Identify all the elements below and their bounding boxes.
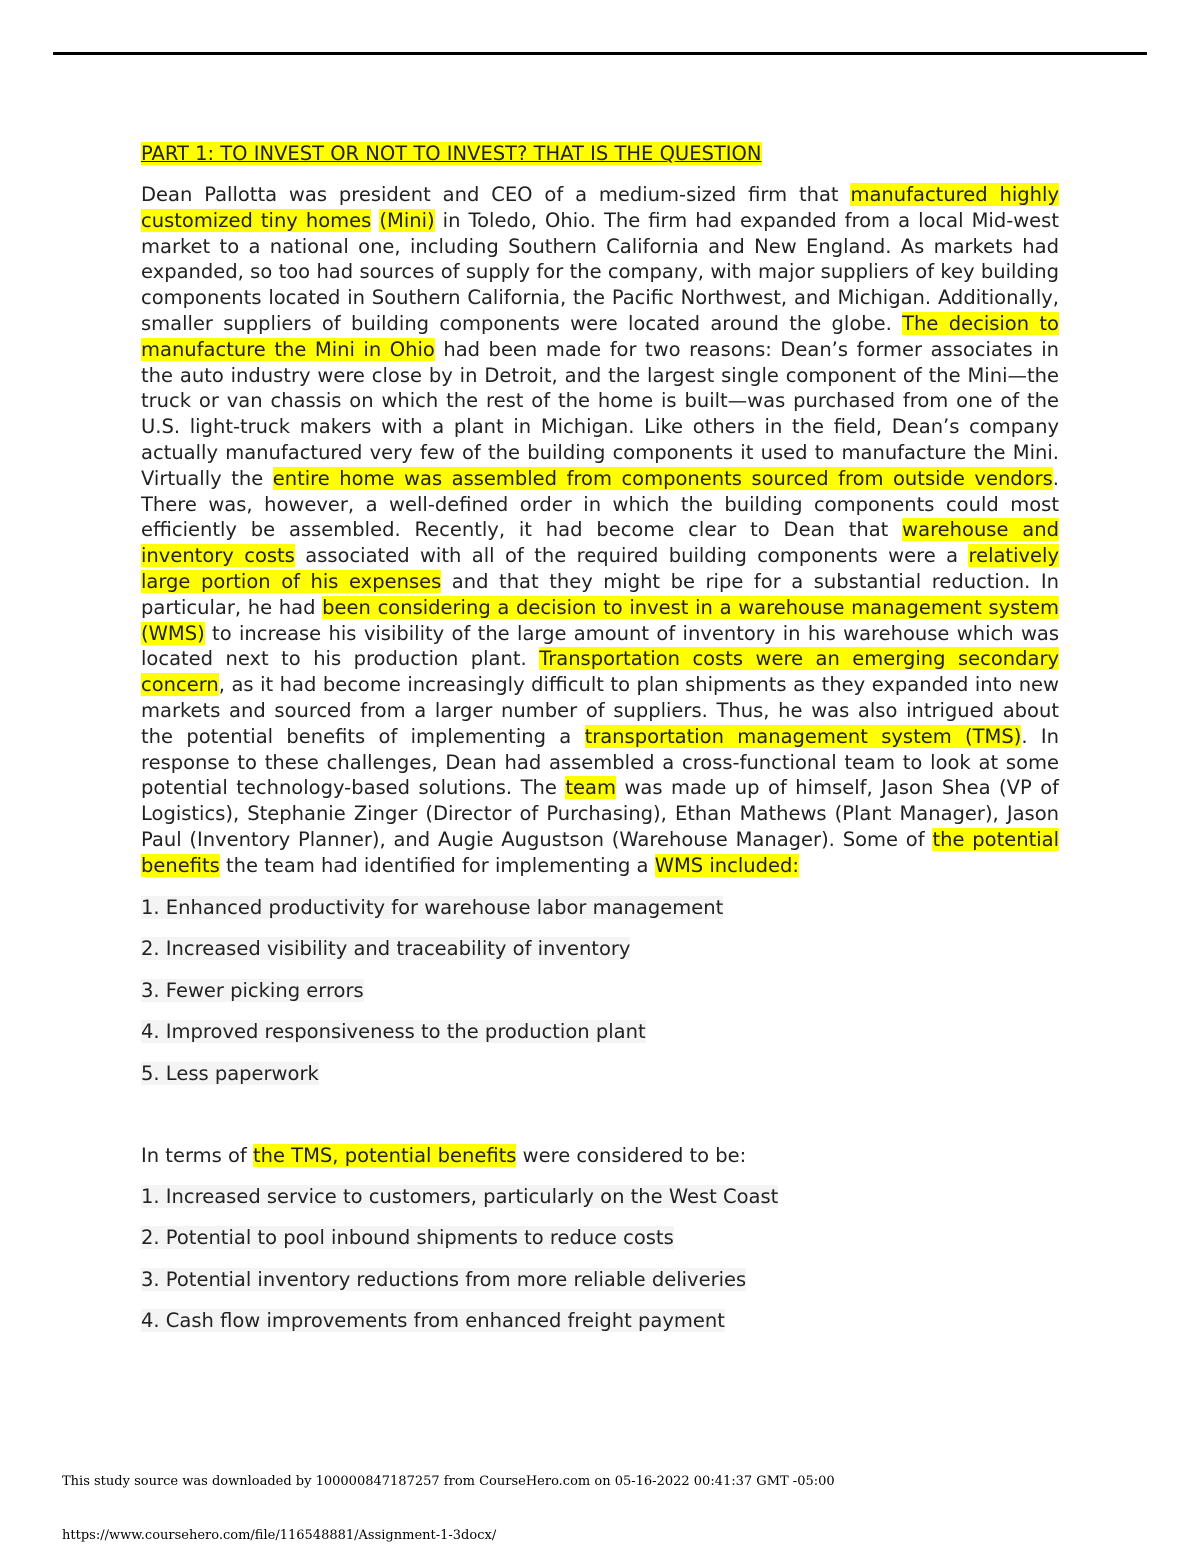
paragraph-text: . In response to these challenges, Dean had assembled a cross-functional team to look at some potential technology-based solutions. The	[141, 724, 1059, 800]
wms-benefits-list	[141, 895, 1059, 1087]
heading-text: PART 1: TO INVEST OR NOT TO INVEST? THAT IS THE QUESTION	[141, 142, 762, 165]
paragraph-text: to increase his visibility of the large amount of inventory in his warehouse which was located next to his production plant.	[141, 621, 1059, 671]
download-note: This study source was downloaded by 100000847187257 from CourseHero.com on 05-16-2022 00:41:37 GMT -05:00	[62, 1474, 835, 1489]
list-item: 3. Potential inventory reductions from more reliable deliveries	[141, 1267, 747, 1291]
paragraph-text: , as it had become increasingly difficult to plan shipments as they expanded into new markets and sourced from a larger number of suppliers. Thus, he was also intrigued about the potential benefits of implementing a	[141, 673, 1059, 748]
paragraph-text: had been made for two reasons: Dean’s former associates in the auto industry were close by in Detroit, and the largest single component of the Mini—the truck or van chassis on which the rest of the home is built—was purchased from one of the U.S. light-truck makers with a plant in Michigan. Like others in the field, Dean’s company actually manufactured very few of the building components it used to manufacture the Mini. Virtually the	[141, 337, 1059, 490]
highlighted-text: team	[565, 776, 616, 800]
top-rule	[53, 52, 1147, 55]
highlighted-text: warehouse and inventory costs	[141, 518, 1059, 568]
paragraph-text: the team had identified for implementing a	[219, 853, 655, 877]
paragraph-text: Dean Pallotta was president and CEO of a medium-sized firm that	[141, 183, 851, 206]
paragraph-text: associated with all of the required building components were a	[294, 544, 969, 568]
highlighted-text: relatively large portion of his expenses	[141, 544, 1059, 593]
paragraph-text: in Toledo, Ohio. The firm had expanded from a local Mid-west market to a national one, including Southern California and New England. As markets had expanded, so too had sources of supply for the company, with major suppliers of key building components located in Southern California, the Pacific Northwest, and Michigan. Additionally, smaller suppliers of building components were located around the globe.	[141, 208, 1059, 335]
case-paragraph	[141, 182, 1059, 879]
list-item: 4. Improved responsiveness to the production plant	[141, 1020, 646, 1044]
list-item: 2. Potential to pool inbound shipments to reduce costs	[141, 1226, 674, 1250]
section-heading	[141, 140, 1059, 168]
paragraph-text: was made up of himself, Jason Shea (VP of Logistics), Stephanie Zinger (Director of Purchasing), Ethan Mathews (Plant Manager), Jason Paul (Inventory Planner), and Augie Augustson (Warehouse Manager). Some of	[141, 776, 1059, 851]
list-item: 1. Enhanced productivity for warehouse labor management	[141, 895, 724, 919]
highlighted-text: WMS included:	[654, 853, 799, 877]
highlighted-text: manufactured highly customized tiny homes	[141, 183, 1059, 232]
highlighted-text: the potential benefits	[141, 827, 1059, 877]
highlighted-text: entire home was assembled from components sourced from outside vendors	[272, 466, 1053, 490]
highlighted-text: Transportation costs were an emerging secondary concern	[141, 647, 1060, 697]
highlighted-text: transportation management system (TMS)	[584, 724, 1022, 748]
list-item: 3. Fewer picking errors	[141, 978, 364, 1002]
list-item: 5. Less paperwork	[141, 1061, 319, 1085]
tms-intro: In terms of the TMS, potential benefits were considered to be:	[141, 1143, 747, 1167]
source-url[interactable]: https://www.coursehero.com/file/116548881/Assignment-1-3docx/	[62, 1528, 497, 1543]
paragraph-text: and that they might be ripe for a substantial reduction. In particular, he had	[141, 569, 1059, 619]
highlighted-text: The decision to manufacture the Mini in Ohio	[141, 311, 1059, 361]
tms-benefits-list	[141, 1184, 1059, 1335]
list-item: 2. Increased visibility and traceability of inventory	[141, 937, 631, 961]
list-item: 1. Increased service to customers, particularly on the West Coast	[141, 1184, 779, 1208]
highlighted-text: (Mini)	[379, 208, 435, 232]
list-item: 4. Cash flow improvements from enhanced freight payment	[141, 1309, 725, 1333]
document-body	[141, 140, 1059, 1350]
paragraph-text: . There was, however, a well-defined order in which the building components could most efficiently be assembled. Recently, it had become clear to Dean that	[141, 466, 1059, 542]
highlighted-text: been considering a decision to invest in a warehouse management system (WMS)	[141, 595, 1059, 645]
